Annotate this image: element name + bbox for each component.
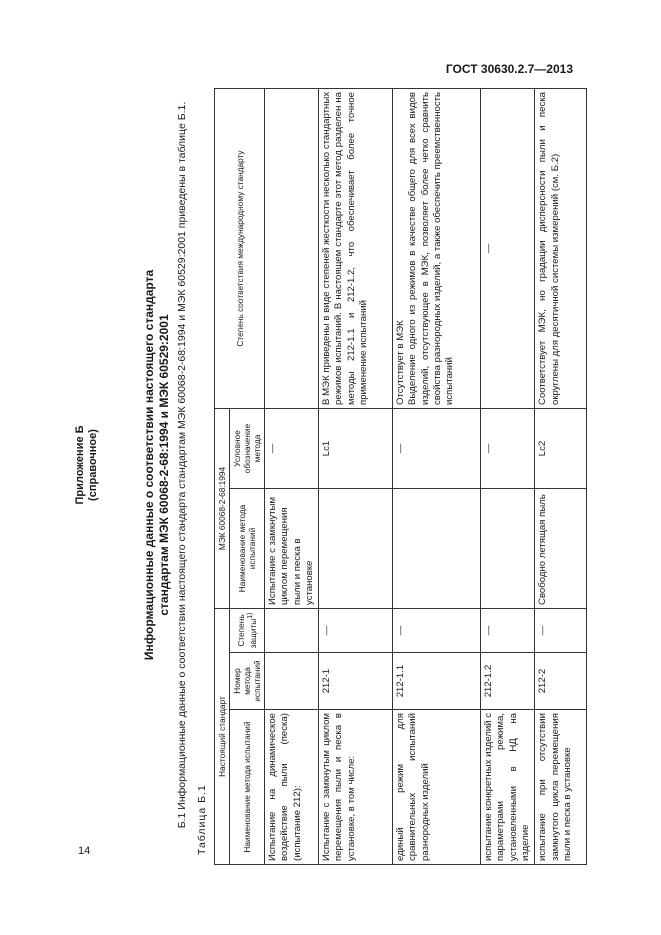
- header-conformity: Степень соответствия международному стандарту: [215, 88, 265, 408]
- header-method-name: Наименование метода испытаний: [230, 710, 265, 865]
- document-code-header: ГОСТ 30630.2.7—2013: [445, 62, 573, 76]
- conformity-line-1: Отсутствует в МЭК: [395, 320, 407, 405]
- cell-degree: —: [319, 608, 393, 652]
- cell-iec-name: Свободно летящая пыль: [535, 488, 587, 608]
- cell-method-name: Испытание на динамическое воздействие пыли (песка) (испытание 212):: [265, 710, 319, 865]
- cell-conformity: В МЭК приведены в виде степеней жесткости несколько стандартных режимов испытаний. В настоящем стандарте этот метод разделен на методы 212-1.1 и 212-1.2, что обеспечивает более точное применение испытаний: [319, 88, 393, 408]
- table-row: [265, 88, 319, 864]
- conformity-line-2: Выделение одного из режимов в качестве общего для всех видов изделий, отсутствующее в МЭК, позволяет более четко сравнить свойства разнородных изделий, а также обеспечить преемственность испытаний: [407, 91, 456, 405]
- conformity-table: [214, 88, 587, 865]
- table-row: [319, 88, 393, 864]
- group-header-this-standard: Настоящий стандарт: [215, 608, 230, 864]
- header-method-number: Номер метода испытаний: [230, 653, 265, 710]
- group-header-iec: МЭК 60068-2-68:1994: [215, 408, 230, 608]
- cell-degree: —: [481, 608, 535, 652]
- appendix-note: (справочное): [87, 429, 99, 501]
- intro-paragraph: Б.1 Информационные данные о соответствии настоящего стандарта стандартам МЭК 60068-2-68:1994 и МЭК 60529:2001 приведены в таблице Б.1.: [176, 101, 188, 829]
- cell-iec-code: —: [393, 408, 481, 488]
- cell-degree: —: [535, 608, 587, 652]
- table-row: [393, 88, 481, 864]
- cell-method-name: испытание при отсутствии замкнутого цикла перемещения пыли и песка в установке: [535, 710, 587, 865]
- cell-method-name: испытание конкретных изделий с параметрами режима, установленными в НД на изделие: [481, 710, 535, 865]
- cell-method-name: единый режим для сравнительных испытаний разнородных изделий: [393, 710, 481, 865]
- table-row: [481, 88, 535, 864]
- cell-method-number: 212-2: [535, 653, 587, 710]
- cell-iec-name: [481, 488, 535, 608]
- heading-line-2: стандартам МЭК 60068-2-68:1994 и МЭК 60529:2001: [157, 314, 171, 616]
- appendix-label: Приложение Б: [74, 425, 86, 505]
- cell-method-number: 212-1.1: [393, 653, 481, 710]
- cell-degree: —: [393, 608, 481, 652]
- header-iec-method-name: Наименование метода испытаний: [230, 488, 265, 608]
- cell-iec-code: Lc2: [535, 408, 587, 488]
- cell-iec-name: Испытание с замкнутым циклом перемещения пыли и песка в установке: [265, 488, 319, 608]
- cell-method-number: [265, 653, 319, 710]
- heading-line-1: Информационные данные о соответствии настоящего стандарта: [142, 269, 156, 661]
- landscape-content: [70, 65, 590, 865]
- section-heading: [142, 105, 172, 825]
- cell-degree: [265, 608, 319, 652]
- cell-method-number: 212-1: [319, 653, 393, 710]
- cell-method-name: Испытание с замкнутым циклом перемещения пыли и песка в установке, в том числе:: [319, 710, 393, 865]
- cell-iec-code: —: [265, 408, 319, 488]
- cell-iec-name: [319, 488, 393, 608]
- cell-iec-name: [393, 488, 481, 608]
- table-row: [535, 88, 587, 864]
- cell-conformity: —: [481, 88, 535, 408]
- header-protection-degree: Степень защиты$^{1)}$: [230, 608, 265, 652]
- cell-method-number: 212-1.2: [481, 653, 535, 710]
- appendix-title: [74, 65, 100, 865]
- table-caption: Таблица Б.1: [196, 784, 208, 855]
- cell-iec-code: Lc1: [319, 408, 393, 488]
- cell-iec-code: —: [481, 408, 535, 488]
- cell-conformity: [393, 88, 481, 408]
- page-number: 14: [78, 845, 91, 857]
- header-iec-method-code: Условное обозначение метода: [230, 408, 265, 488]
- cell-conformity: [265, 88, 319, 408]
- cell-conformity: Соответствует МЭК, но градации дисперсности пыли и песка округлены для десятичной системы измерений (см. Б.2): [535, 88, 587, 408]
